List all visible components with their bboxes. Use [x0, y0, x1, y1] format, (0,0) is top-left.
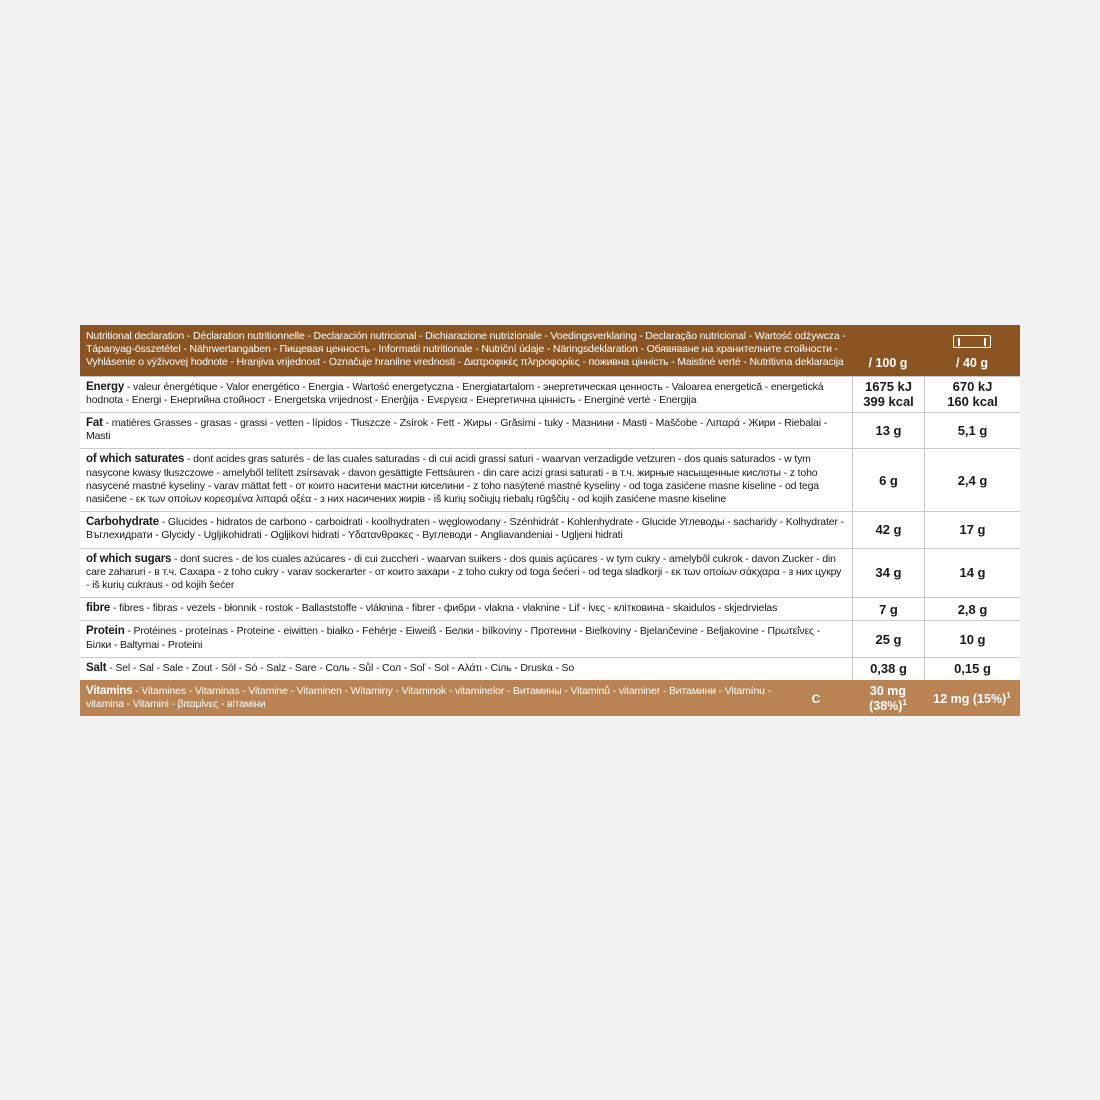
table-row	[80, 548, 1020, 598]
column-header-per-100g-label: / 100 g	[868, 355, 908, 370]
row-label-saturates	[80, 449, 852, 511]
row-value-salt-portion: 0,15 g	[924, 658, 1020, 680]
row-label-salt-name: Salt	[86, 661, 107, 674]
row-value-sugars-100g: 34 g	[852, 549, 924, 598]
bar-icon	[953, 335, 991, 348]
row-label-fat-name: Fat	[86, 417, 103, 430]
row-label-fibre	[80, 598, 852, 620]
table-row	[80, 511, 1020, 547]
row-value-carbohydrate-portion: 17 g	[924, 512, 1020, 547]
table-row	[80, 376, 1020, 412]
table-row-vitamins	[80, 680, 1020, 716]
row-label-fat-translations: - matières Grasses - grasas - grassi - vetten - lípidos - Tłuszcze - Zsírok - Fett - Жиры - Grăsimi - tuky - Мазнини - Masti - Maščobe - Λιπαρά - Жири - Riebalai - Masti	[86, 417, 828, 443]
nutrition-table-header	[80, 325, 1020, 376]
row-label-fat	[80, 413, 852, 448]
row-label-vitamins	[80, 681, 780, 716]
row-value-fibre-100g: 7 g	[852, 598, 924, 620]
row-label-vitamins-name: Vitamins	[86, 685, 133, 698]
column-header-per-portion-label: / 40 g	[956, 355, 988, 370]
table-row	[80, 597, 1020, 620]
row-label-fibre-translations: - fibres - fibras - vezels - błonnik - rostok - Ballaststoffe - vláknina - fibrer - фибри - vlakna - vlaknine - Lif - ίνες - клітковина - skaidulos - skjedrvielas	[110, 602, 778, 615]
row-label-vitamins-translations: - Vitamines - Vitaminas - Vitamine - Vitaminen - Witaminy - Vitaminok - vitaminelor - Витамины - Vitaminů - vitaminer - Витамини - Vitamínu - vitamina - Vitamini - βιταμίνες - вітаміни	[86, 685, 771, 711]
row-label-fibre-name: fibre	[86, 602, 111, 615]
footnote-marker-2: 1	[1006, 691, 1011, 701]
row-label-protein	[80, 621, 852, 656]
table-row	[80, 657, 1020, 680]
row-value-saturates-portion: 2,4 g	[924, 449, 1020, 511]
footnote-marker-1: 1	[902, 698, 907, 708]
row-label-sugars	[80, 549, 852, 598]
nutrition-declaration-title: Nutritional declaration - Déclaration nutritionnelle - Declaración nutricional - Dichiarazione nutrizionale - Voedingsverklaring - Declaração nutricional - Wartość odżywcza - Tápanyag-összetétel - Nährwertangaben - Пищевая ценность - Informatii nutritionale - Nutriční údaje - Näringsdeklaration - Обявяване на хранителните стойности - Vyhlásenie o výživovej hodnote - Hranjiva vrijednost - Označuje hranilne vrednosti - Διατροφικές πληροφορίες - поживна цінність - Maistinė vertė - Nutritivna deklaracija	[86, 330, 846, 369]
row-label-carbohydrate	[80, 512, 852, 547]
row-label-saturates-name: of which saturates	[86, 453, 185, 466]
row-label-protein-translations: - Protéines - proteínas - Proteine - eiwitten - białko - Fehérje - Eiweiß - Белки - bílkoviny - Протеини - Bielkoviny - Bjelančevine - Beljakovine - Πρωτεΐνες - Білки - Baltymai - Proteini	[86, 625, 821, 651]
row-value-vitamins-100g-amount: 30 mg (38%)	[869, 684, 907, 714]
row-value-fat-100g: 13 g	[852, 413, 924, 448]
row-value-sugars-portion: 14 g	[924, 549, 1020, 598]
row-label-sugars-translations: - dont sucres - de los cuales azúcares - di cui zuccheri - waarvan suikers - dos quais açúcares - w tym cukry - amelyből cukrok - davon Zucker - din care zaharuri - в т.ч. Сахара - z toho cukry - varav sockerarter - от които захари - z toho cukry od toga šećeri - od tega sladkorji - εκ των οποίων σάκχαρα - з них цукру - iš kurių cukraus - od kojih šećer	[86, 552, 842, 592]
row-label-energy-name: Energy	[86, 380, 125, 393]
row-value-protein-100g: 25 g	[852, 621, 924, 656]
row-value-energy-100g-kj: 1675 kJ	[865, 379, 912, 395]
row-label-carbohydrate-translations: - Glucides - hidratos de carbono - carboidrati - koolhydraten - węglowodany - Szénhidrát - Kohlenhydrate - Glucide Углеводы - sacharidy - Kolhydrater - Въглехидрати - Glycidy - Ugljikohidrati - Ogljikovi hidrati - Υδατανθρακες - Вуглеводи - Angliavandeniai - Ugljeni hidrati	[86, 516, 844, 542]
table-row	[80, 620, 1020, 656]
column-header-per-100g	[852, 325, 924, 376]
row-value-vitamins-100g	[852, 681, 924, 716]
vitamin-letter: C	[811, 691, 821, 706]
row-label-energy	[80, 377, 852, 412]
row-value-energy-portion-kj: 670 kJ	[952, 379, 993, 395]
column-header-per-portion	[924, 325, 1020, 376]
row-value-protein-portion: 10 g	[924, 621, 1020, 656]
row-label-energy-translations: - valeur énergétique - Valor energético - Energia - Wartość energetyczna - Energiatartalom - энергетическая ценность - Valoarea energetică - energetická hodnota - Energi - Енергийна стойност - Energetska vrijednost - Enerģija - Ενεργεια - Енергетична цінність - Energinė vertė - Energija	[86, 380, 824, 406]
row-value-fat-portion: 5,1 g	[924, 413, 1020, 448]
row-value-energy-100g-kcal: 399 kcal	[863, 394, 914, 410]
row-value-energy-portion-kcal: 160 kcal	[947, 394, 998, 410]
row-value-energy-100g	[852, 377, 924, 412]
row-value-salt-100g: 0,38 g	[852, 658, 924, 680]
table-row	[80, 448, 1020, 511]
row-label-salt	[80, 658, 852, 680]
row-value-saturates-100g: 6 g	[852, 449, 924, 511]
row-label-carbohydrate-name: Carbohydrate	[86, 516, 159, 529]
row-value-energy-portion	[924, 377, 1020, 412]
row-label-saturates-translations: - dont acides gras saturés - de las cuales saturadas - di cui acidi grassi saturi - waarvan verzadigde vetzuren - dos quais saturados - w tym nasycone kwasy tłuszczowe - amelyből telített zsírsavak - davon gesättigte Fettsäuren - din care acizi grasi saturati - в т.ч. жирные насыщенные кислоты - z toho nasycené mastné kyseliny - varav mättat fett - от които наситени мастни киселини - z toho nasýtené mastné kyseliny - od toga zasićene masne kiseline - od tega nasičene - εκ των οποίων κορεσμένα λιπαρά οξέα - з них насичених жирів - iš kurių sočiųjų riebalų rūgščių - od kojih zasićene masne kiseline	[86, 453, 819, 506]
row-label-salt-translations: - Sel - Sal - Sale - Zout - Sól - Só - Salz - Sare - Соль - Sůl - Сол - Soľ - Sol - Αλάτι - Сіль - Druska - So	[106, 661, 575, 674]
row-label-protein-name: Protein	[86, 625, 125, 638]
row-value-carbohydrate-100g: 42 g	[852, 512, 924, 547]
nutrition-declaration-panel	[80, 325, 1020, 716]
row-value-vitamins-portion	[924, 681, 1020, 716]
row-value-vitamins-portion-amount: 12 mg (15%)	[933, 692, 1007, 707]
row-value-fibre-portion: 2,8 g	[924, 598, 1020, 620]
table-row	[80, 412, 1020, 448]
row-label-sugars-name: of which sugars	[86, 552, 172, 565]
